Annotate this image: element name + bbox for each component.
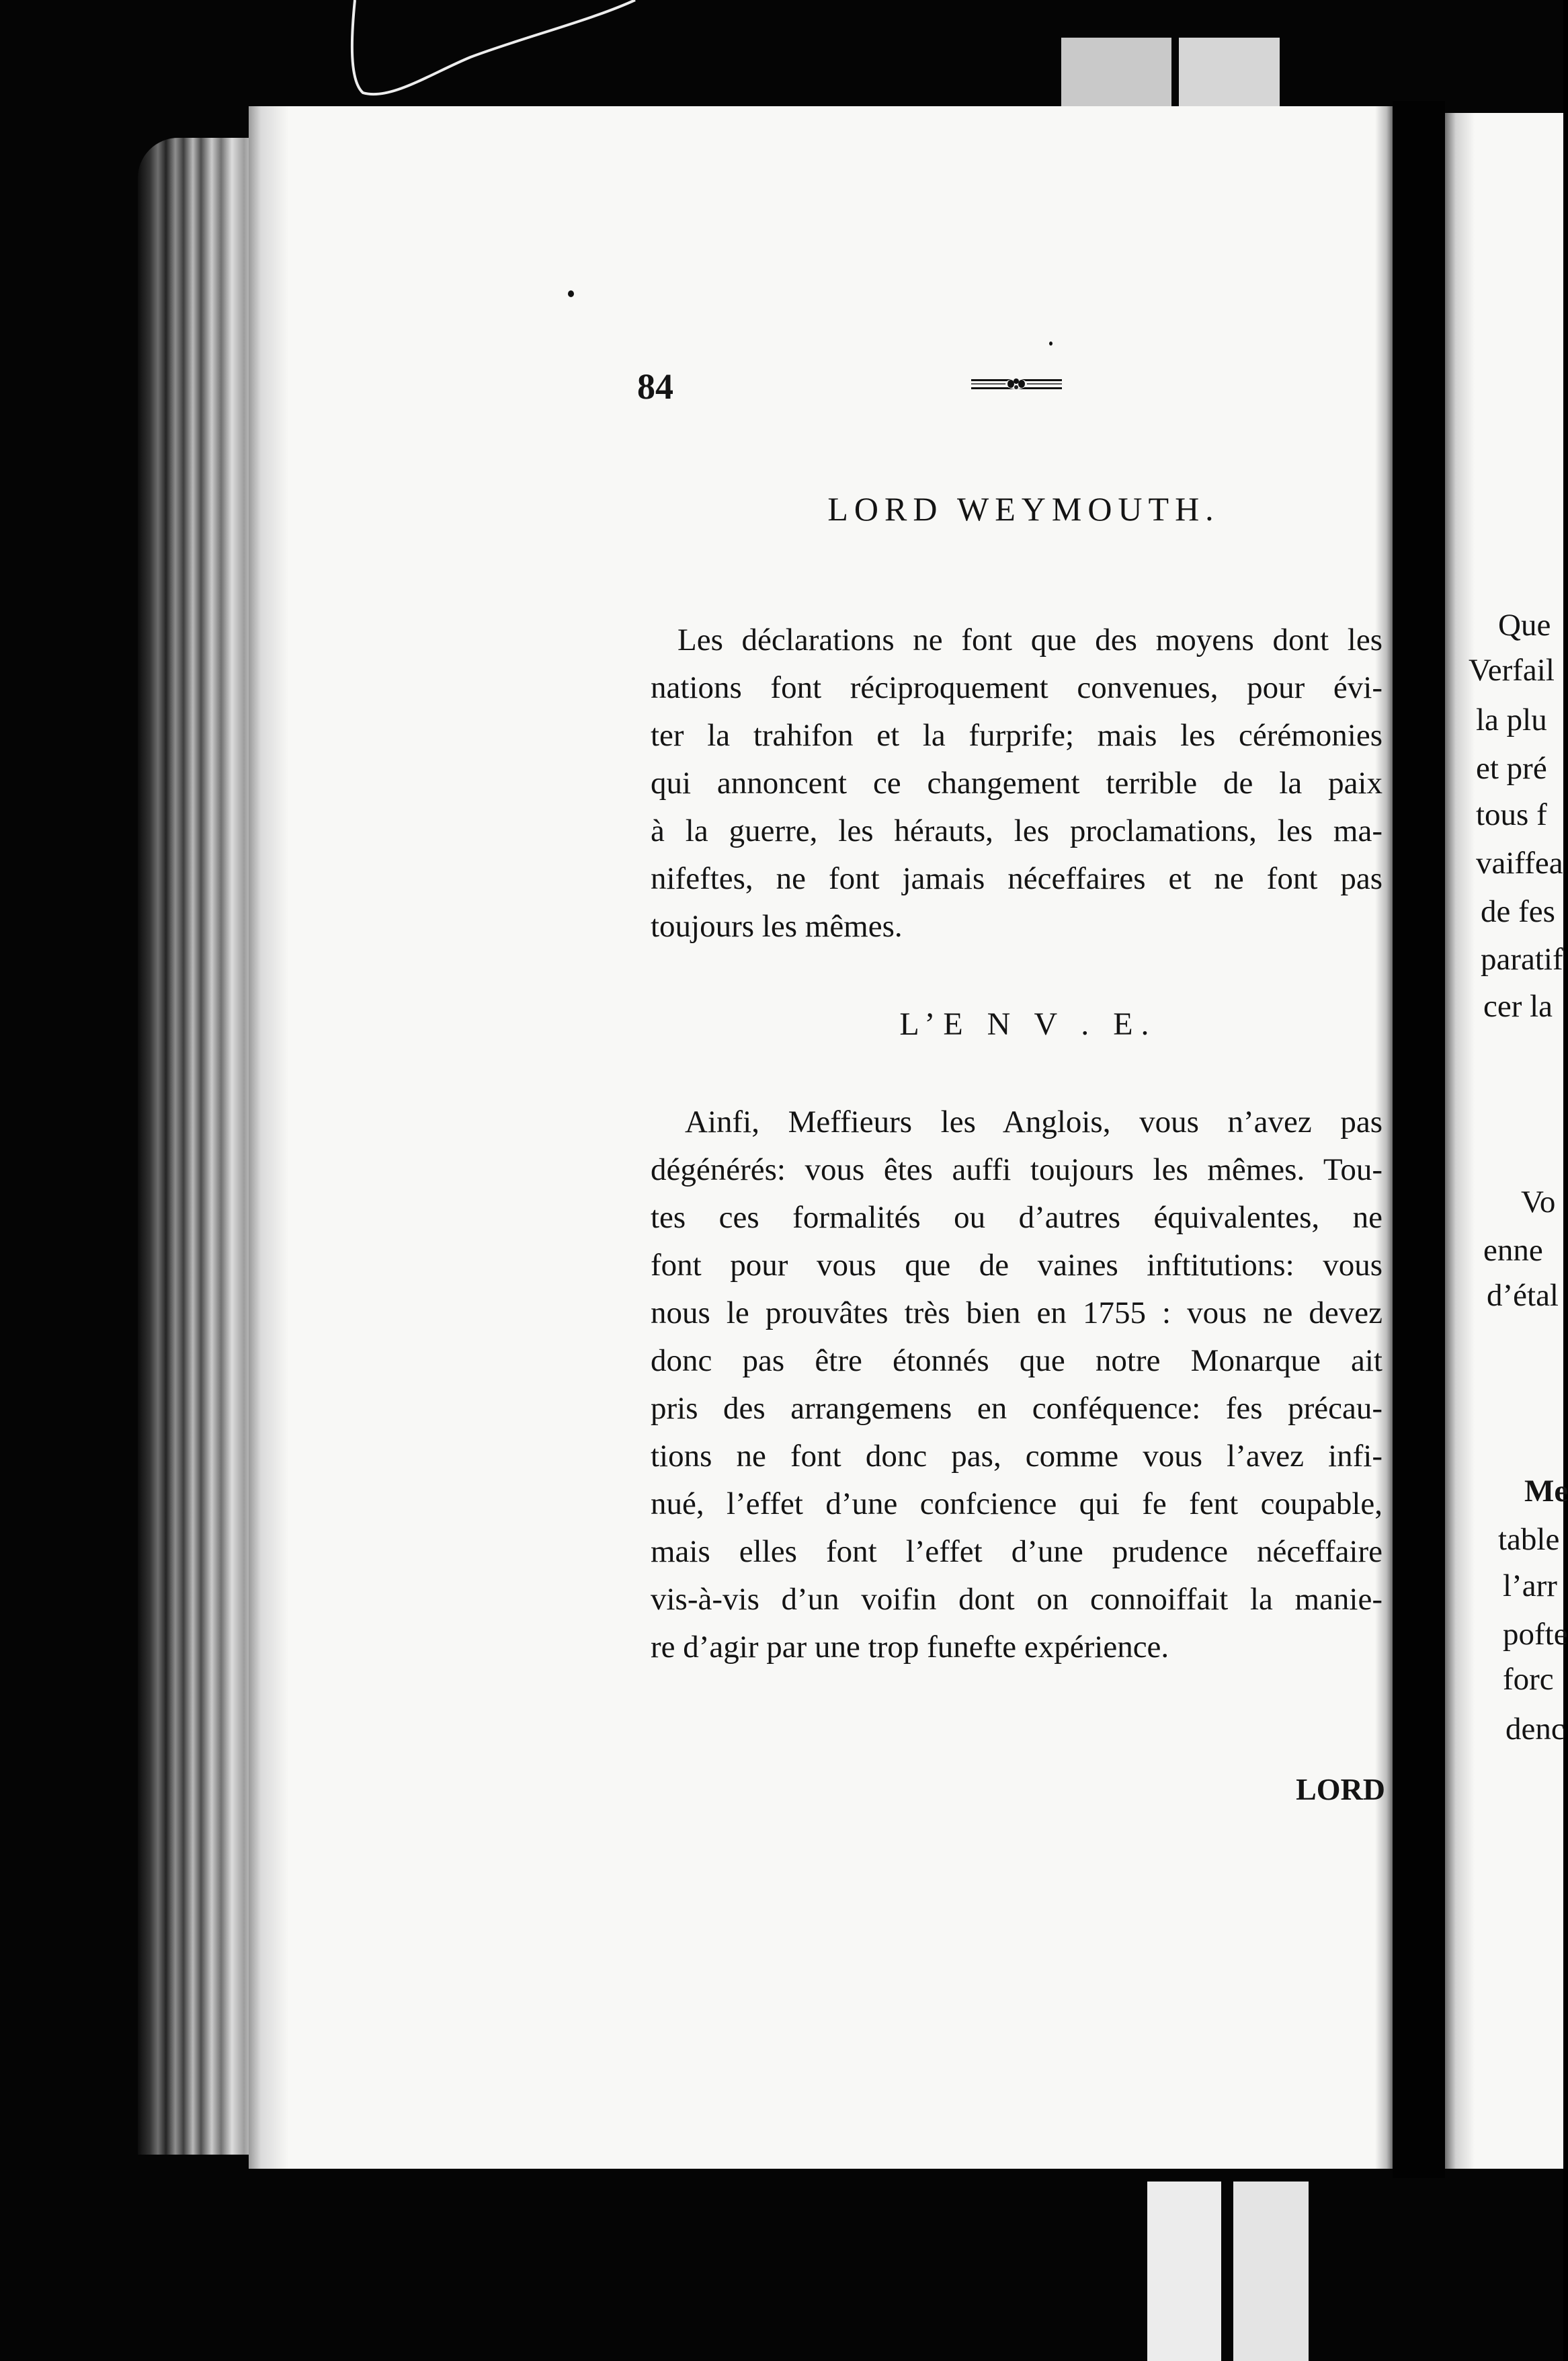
text-fragment: enne bbox=[1483, 1233, 1543, 1268]
bottom-paper-tab bbox=[1147, 2182, 1221, 2361]
text-line: nous le prouvâtes très bien en 1755 : vous ne devez bbox=[651, 1295, 1383, 1330]
text-line: nifeftes, ne font jamais néceffaires et ne font pas bbox=[651, 861, 1383, 896]
text-fragment: et pré bbox=[1476, 751, 1547, 786]
text-fragment: vaiffea bbox=[1476, 846, 1563, 881]
thread-mark bbox=[323, 0, 659, 114]
text-fragment: denc bbox=[1505, 1712, 1565, 1747]
text-line: re d’agir par une trop funefte expérience. bbox=[651, 1630, 1169, 1665]
text-line: ter la trahifon et la furprife; mais les cérémonies bbox=[651, 718, 1383, 753]
text-line: qui annoncent ce changement terrible de la paix bbox=[651, 766, 1383, 801]
text-fragment: Que bbox=[1498, 608, 1551, 643]
text-fragment: pofte bbox=[1503, 1617, 1568, 1652]
section-heading: L’E N V . E. bbox=[899, 1006, 1157, 1042]
text-line: à la guerre, les hérauts, les proclamations, les ma- bbox=[651, 813, 1383, 848]
book-gutter bbox=[1393, 101, 1445, 2178]
text-line: mais elles font l’effet d’une prudence néceffaire bbox=[651, 1534, 1383, 1569]
bottom-paper-tab bbox=[1233, 2182, 1309, 2361]
text-line: font pour vous que de vaines inftitutions: vous bbox=[651, 1248, 1383, 1283]
text-line: Ainfi, Meffieurs les Anglois, vous n’avez pas bbox=[685, 1105, 1383, 1139]
text-line: Les déclarations ne font que des moyens dont les bbox=[677, 623, 1383, 657]
text-fragment: forc bbox=[1503, 1662, 1554, 1697]
page-number: 84 bbox=[637, 366, 673, 407]
text-fragment: d’étal bbox=[1487, 1278, 1559, 1313]
text-line: toujours les mêmes. bbox=[651, 909, 903, 944]
text-line: vis-à-vis d’un voifin dont on connoiffait la manie- bbox=[651, 1582, 1383, 1617]
top-paper-tab bbox=[1179, 38, 1280, 108]
catchword: LORD bbox=[1296, 1772, 1385, 1806]
text-fragment: Verfail bbox=[1469, 653, 1555, 688]
top-paper-tab bbox=[1061, 38, 1171, 108]
text-line: tes ces formalités ou d’autres équivalentes, ne bbox=[651, 1200, 1383, 1235]
text-fragment: de fes bbox=[1481, 894, 1555, 929]
text-fragment: paratif bbox=[1481, 942, 1563, 977]
text-line: dégénérés: vous êtes auffi toujours les mêmes. Tou- bbox=[651, 1152, 1383, 1187]
text-line: pris des arrangemens en conféquence: fes précau- bbox=[651, 1391, 1383, 1426]
text-fragment: cer la bbox=[1483, 989, 1553, 1024]
text-line: donc pas être étonnés que notre Monarque ait bbox=[651, 1343, 1383, 1378]
text-line: tions ne font donc pas, comme vous l’avez infi- bbox=[651, 1439, 1383, 1474]
text-line: nations font réciproquement convenues, pour évi- bbox=[651, 670, 1383, 705]
text-line: nué, l’effet d’une confcience qui fe fent coupable, bbox=[651, 1486, 1383, 1521]
ink-speck bbox=[568, 290, 574, 297]
ink-speck bbox=[1049, 342, 1053, 346]
page-edge-stack bbox=[138, 138, 259, 2155]
text-fragment: Me bbox=[1524, 1474, 1568, 1509]
text-fragment: Vo bbox=[1521, 1185, 1556, 1219]
right-page bbox=[1445, 113, 1568, 2169]
ornament-rule bbox=[971, 374, 1062, 394]
text-fragment: la plu bbox=[1476, 703, 1547, 737]
text-fragment: tous f bbox=[1476, 797, 1547, 832]
text-fragment: table bbox=[1498, 1522, 1560, 1557]
section-heading: LORD WEYMOUTH. bbox=[827, 490, 1220, 528]
text-fragment: l’arr bbox=[1503, 1568, 1557, 1603]
